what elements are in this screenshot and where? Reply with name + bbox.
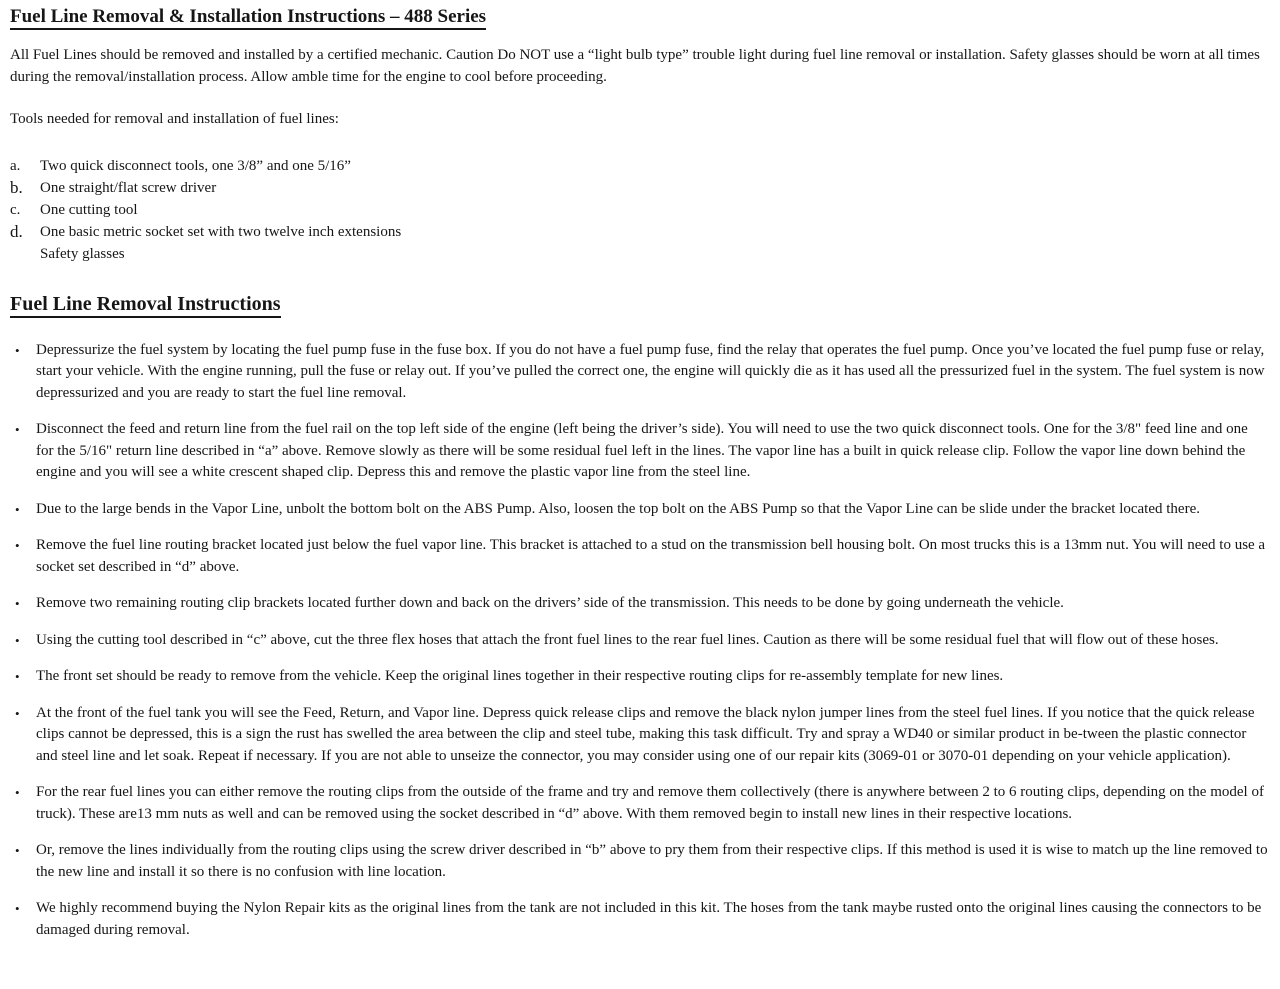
bullet-item bbox=[10, 898, 1268, 941]
bullet-icon: • bbox=[15, 669, 20, 684]
tool-item-text: Two quick disconnect tools, one 3/8” and one 5/16” bbox=[40, 157, 351, 174]
bullet-text: The front set should be ready to remove from the vehicle. Keep the original lines together in their respective routing clips for re-assembly template for new lines. bbox=[36, 668, 1004, 684]
bullet-item bbox=[10, 666, 1268, 688]
bullet-icon: • bbox=[15, 422, 20, 437]
instructions-list bbox=[10, 340, 1268, 942]
intro-paragraph: All Fuel Lines should be removed and installed by a certified mechanic. Caution Do NOT use a “light bulb type” trouble light during fuel line removal or installation. Safety glasses should be worn at all times during the removal/installation process. Allow amble time for the engine to cool before proceeding. bbox=[10, 47, 1260, 85]
bullet-icon: • bbox=[15, 501, 20, 517]
bullet-icon: • bbox=[15, 785, 20, 800]
bullet-item bbox=[10, 535, 1268, 578]
bullet-text: Using the cutting tool described in “c” above, cut the three flex hoses that attach the front fuel lines to the rear fuel lines. Caution as there will be some residual fuel that will flow out of these hoses. bbox=[36, 631, 1219, 648]
tool-item-text: One straight/flat screw driver bbox=[40, 179, 217, 196]
bullet-text: Depressurize the fuel system by locating the fuel pump fuse in the fuse box. If you do not have a fuel pump fuse, find the relay that operates the fuel pump. Once you’ve located the fuel pump fuse or relay, start your vehicle. With the engine running, pull the fuse or relay out. If you’ve pulled the correct one, the engine will quickly die as it has used all the pressurized fuel in the system. The fuel system is now depressurized and you are ready to start the fuel line removal. bbox=[36, 341, 1265, 401]
tool-item bbox=[10, 177, 1268, 199]
tool-item bbox=[10, 199, 1268, 221]
tool-item-letter: c. bbox=[10, 201, 21, 218]
tool-item bbox=[10, 243, 1268, 265]
bullet-item bbox=[10, 499, 1268, 521]
page-title bbox=[10, 3, 1268, 30]
section-heading-text: Fuel Line Removal Instructions bbox=[10, 293, 281, 318]
bullet-item bbox=[10, 419, 1268, 484]
bullet-item bbox=[10, 703, 1268, 768]
bullet-item bbox=[10, 340, 1268, 405]
bullet-text: For the rear fuel lines you can either remove the routing clips from the outside of the frame and try and remove them collectively (there is anywhere between 2 to 6 routing clips, depending on the model of truck). These are13 mm nuts as well and can be removed using the socket described in “d” above. With them removed begin to install new lines in their respective locations. bbox=[36, 784, 1264, 822]
tool-item bbox=[10, 221, 1268, 243]
bullet-text: Remove two remaining routing clip brackets located further down and back on the drivers’ side of the transmission. This needs to be done by going underneath the vehicle. bbox=[36, 595, 1064, 611]
bullet-item bbox=[10, 782, 1268, 825]
bullet-icon: • bbox=[15, 342, 20, 358]
bullet-icon: • bbox=[15, 843, 20, 858]
bullet-icon: • bbox=[15, 632, 20, 648]
bullet-item bbox=[10, 593, 1268, 615]
bullet-text: Remove the fuel line routing bracket located just below the fuel vapor line. This bracket is attached to a stud on the transmission bell housing bolt. On most trucks this is a 13mm nut. You will need to use a socket set described in “d” above. bbox=[36, 537, 1266, 575]
page-title-text: Fuel Line Removal & Installation Instructions – 488 Series bbox=[10, 6, 486, 30]
section-heading bbox=[10, 290, 1268, 319]
tool-item-letter: a. bbox=[10, 157, 21, 174]
tool-item-letter bbox=[10, 243, 40, 265]
tool-item-letter: d. bbox=[10, 221, 23, 241]
bullet-text: Or, remove the lines individually from the routing clips using the screw driver described in “b” above to pry them from their respective clips. If this method is used it is wise to match up the line removed to the new line and install it so there is no confusion with line location. bbox=[36, 842, 1268, 880]
bullet-text: Due to the large bends in the Vapor Line, unbolt the bottom bolt on the ABS Pump. Also, loosen the top bolt on the ABS Pump so that the Vapor Line can be slide under the bracket located there. bbox=[36, 500, 1200, 517]
tool-item-text: One cutting tool bbox=[40, 201, 138, 218]
bullet-icon: • bbox=[15, 538, 20, 553]
bullet-text: We highly recommend buying the Nylon Repair kits as the original lines from the tank are not included in this kit. The hoses from the tank maybe rusted onto the original lines causing the connectors to be damaged during removal. bbox=[36, 900, 1262, 938]
tool-item-text: One basic metric socket set with two twelve inch extensions bbox=[40, 223, 402, 240]
bullet-icon: • bbox=[15, 901, 20, 916]
bullet-icon: • bbox=[15, 596, 20, 611]
bullet-text: At the front of the fuel tank you will see the Feed, Return, and Vapor line. Depress quick release clips and remove the black nylon jumper lines from the steel fuel lines. If you notice that the quick release clips cannot be depressed, this is a sign the rust has swelled the area between the clip and steel tube, making this task difficult. Try and spray a WD40 or similar product in be-tween the plastic connector and steel line and let soak. Repeat if necessary. If you are not able to unseize the connector, you may consider using one of our repair kits (3069-01 or 3070-01 depending on your vehicle application). bbox=[36, 704, 1255, 764]
bullet-item bbox=[10, 840, 1268, 883]
tool-item bbox=[10, 155, 1268, 177]
bullet-text: Disconnect the feed and return line from the fuel rail on the top left side of the engine (left being the driver’s side). You will need to use the two quick disconnect tools. One for the 3/8" feed line and one for the 5/16" return line described in “a” above. Remove slowly as there will be some residual fuel left in the lines. The vapor line has a built in quick release clip. Follow the vapor line down behind the engine and you will see a white crescent shaped clip. Depress this and remove the plastic vapor line from the steel line. bbox=[36, 421, 1248, 480]
tool-item-letter: b. bbox=[10, 177, 23, 197]
tools-list bbox=[10, 155, 1268, 265]
tools-heading: Tools needed for removal and installation of fuel lines: bbox=[10, 111, 339, 127]
tool-item-text: Safety glasses bbox=[40, 245, 125, 262]
bullet-item bbox=[10, 630, 1268, 652]
bullet-icon: • bbox=[15, 705, 20, 721]
